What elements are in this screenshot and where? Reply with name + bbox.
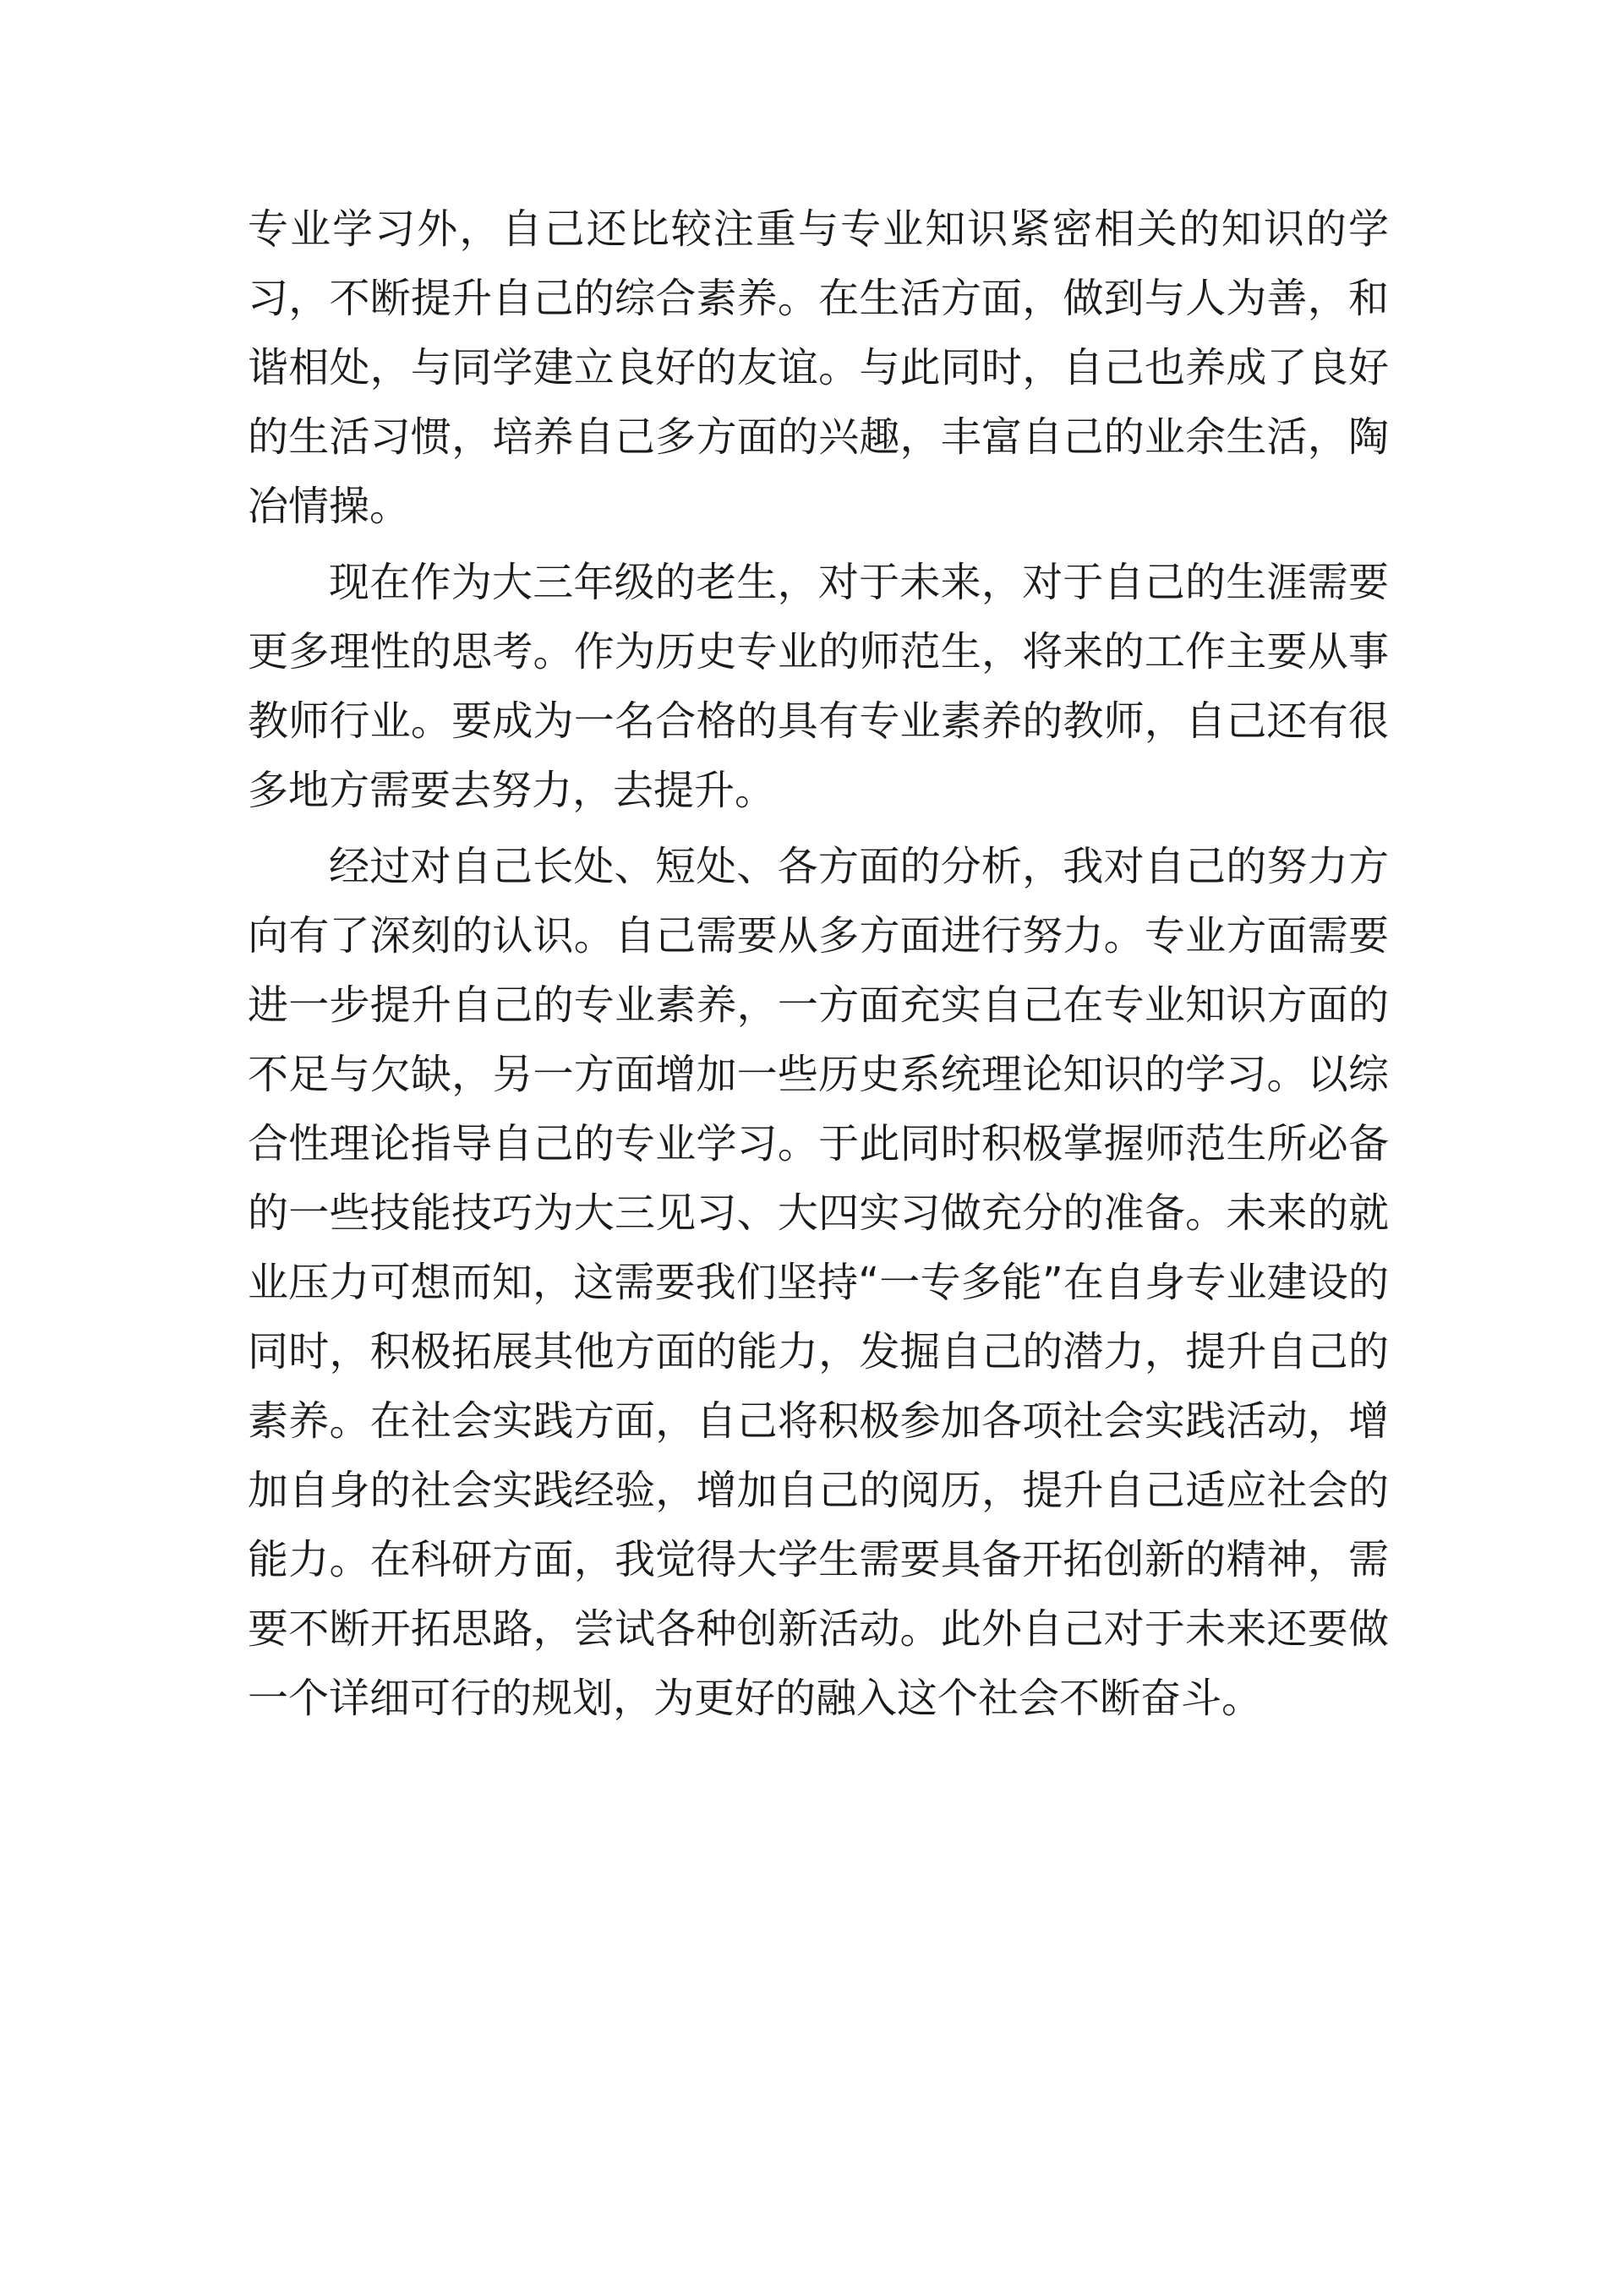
paragraph-current-status: 现在作为大三年级的老生，对于未来，对于自己的生涯需要更多理性的思考。作为历史专业的师范生，将来的工作主要从事教师行业。要成为一名合格的具有专业素养的教师，自己还有很多地方需要去努力，去提升。 xyxy=(248,559,1389,814)
paragraph-continuation: 专业学习外，自己还比较注重与专业知识紧密相关的知识的学习，不断提升自己的综合素养。在生活方面，做到与人为善，和谐相处，与同学建立良好的友谊。与此同时，自己也养成了良好的生活习惯，培养自己多方面的兴趣，丰富自己的业余生活，陶冶情操。 xyxy=(248,205,1389,530)
paragraph-future-plan: 经过对自己长处、短处、各方面的分析，我对自己的努力方向有了深刻的认识。自己需要从多方面进行努力。专业方面需要进一步提升自己的专业素养，一方面充实自己在专业知识方面的不足与欠缺，另一方面增加一些历史系统理论知识的学习。以综合性理论指导自己的专业学习。于此同时积极掌握师范生所必备的一些技能技巧为大三见习、大四实习做充分的准备。未来的就业压力可想而知，这需要我们坚持“一专多能”在自身专业建设的同时，积极拓展其他方面的能力，发掘自己的潜力，提升自己的素养。在社会实践方面，自己将积极参加各项社会实践活动，增加自身的社会实践经验，增加自己的阅历，提升自己适应社会的能力。在科研方面，我觉得大学生需要具备开拓创新的精神，需要不断开拓思路，尝试各种创新活动。此外自己对于未来还要做一个详细可行的规划，为更好的融入这个社会不断奋斗。 xyxy=(248,843,1389,1722)
document-body xyxy=(248,194,1389,1740)
